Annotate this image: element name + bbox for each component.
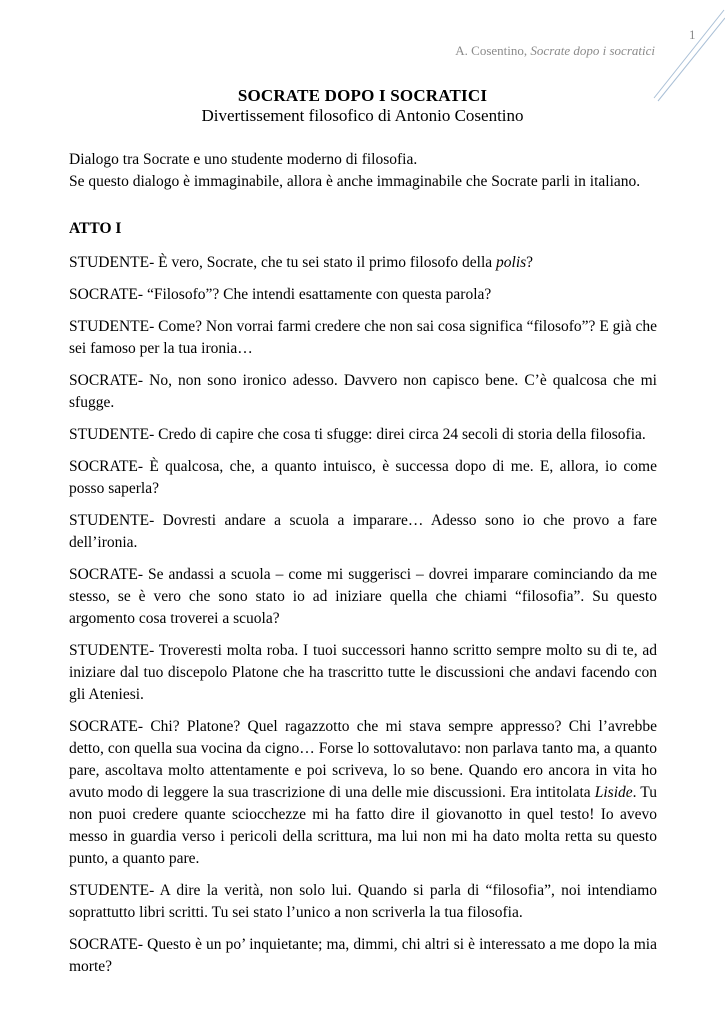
dialogue <box>69 252 657 988</box>
dialogue-paragraph: STUDENTE- A dire la verità, non solo lui. Quando si parla di “filosofia”, noi intendiamo soprattutto libri scritti. Tu sei stato l’unico a non scriverla la tua filosofia. <box>69 882 657 921</box>
dialogue-paragraph: STUDENTE- Troveresti molta roba. I tuoi successori hanno scritto sempre molto su di te, ad iniziare dal tuo discepolo Platone che ha trascritto tutte le discussioni che andavi facendo con gli Ateniesi. <box>69 642 657 703</box>
document-title: SOCRATE DOPO I SOCRATICI <box>237 86 488 105</box>
dialogue-paragraph: STUDENTE- Dovresti andare a scuola a imparare… Adesso sono io che provo a fare dell’ironia. <box>69 512 657 551</box>
page-number: 1 <box>689 27 696 42</box>
header-work-title: Socrate dopo i socratici <box>530 43 655 58</box>
document-subtitle: Divertissement filosofico di Antonio Cosentino <box>201 106 524 125</box>
intro <box>69 149 669 193</box>
dialogue-paragraph: SOCRATE- Chi? Platone? Quel ragazzotto che mi stava sempre appresso? Chi l’avrebbe detto, con quella sua vocina da cigno… Forse lo sottovalutavo: non parlava tanto ma, a quanto pare, ascoltava molto attentamente e poi scriveva, lo so bene. Quando ero ancora in vita ho avuto modo di leggere la sua trascrizione di una delle mie discussioni. Era intitolata Liside. Tu non puoi credere quante sciocchezze mi ha fatto dire il giovanotto in quel testo! Io avevo messo in guardia verso i pericoli della scrittura, ma lui non mi ha dato molta retta su questo punto, a quanto pare. <box>69 718 657 867</box>
header-author: A. Cosentino, <box>455 43 528 58</box>
act-heading: ATTO I <box>69 220 122 237</box>
dialogue-paragraph: SOCRATE- Questo è un po’ inquietante; ma, dimmi, chi altri si è interessato a me dopo la mia morte? <box>69 936 657 975</box>
dialogue-paragraph: SOCRATE- Se andassi a scuola – come mi suggerisci – dovrei imparare cominciando da me stesso, se è vero che sono stato io ad iniziare quella che chiami “filosofia”. Su questo argomento cosa troverei a scuola? <box>69 566 657 627</box>
dialogue-paragraph: STUDENTE- Come? Non vorrai farmi credere che non sai cosa significa “filosofo”? E già che sei famoso per la tua ironia… <box>69 318 657 357</box>
polis-term: polis <box>496 254 527 271</box>
dialogue-paragraph: SOCRATE- No, non sono ironico adesso. Davvero non capisco bene. C’è qualcosa che mi sfugge. <box>69 372 657 411</box>
liside-title: Liside <box>594 784 633 801</box>
intro-line: Dialogo tra Socrate e uno studente moderno di filosofia. <box>69 151 418 168</box>
intro-line: Se questo dialogo è immaginabile, allora è anche immaginabile che Socrate parli in italiano. <box>69 173 641 190</box>
dialogue-paragraph: SOCRATE- È qualcosa, che, a quanto intuisco, è successa dopo di me. E, allora, io come posso saperla? <box>69 458 657 497</box>
dialogue-paragraph: STUDENTE- È vero, Socrate, che tu sei stato il primo filosofo della polis? <box>69 254 534 271</box>
dialogue-paragraph: SOCRATE- “Filosofo”? Che intendi esattamente con questa parola? <box>69 286 492 303</box>
running-header <box>455 43 655 59</box>
dialogue-paragraph: STUDENTE- Credo di capire che cosa ti sfugge: direi circa 24 secoli di storia della filosofia. <box>69 426 646 443</box>
